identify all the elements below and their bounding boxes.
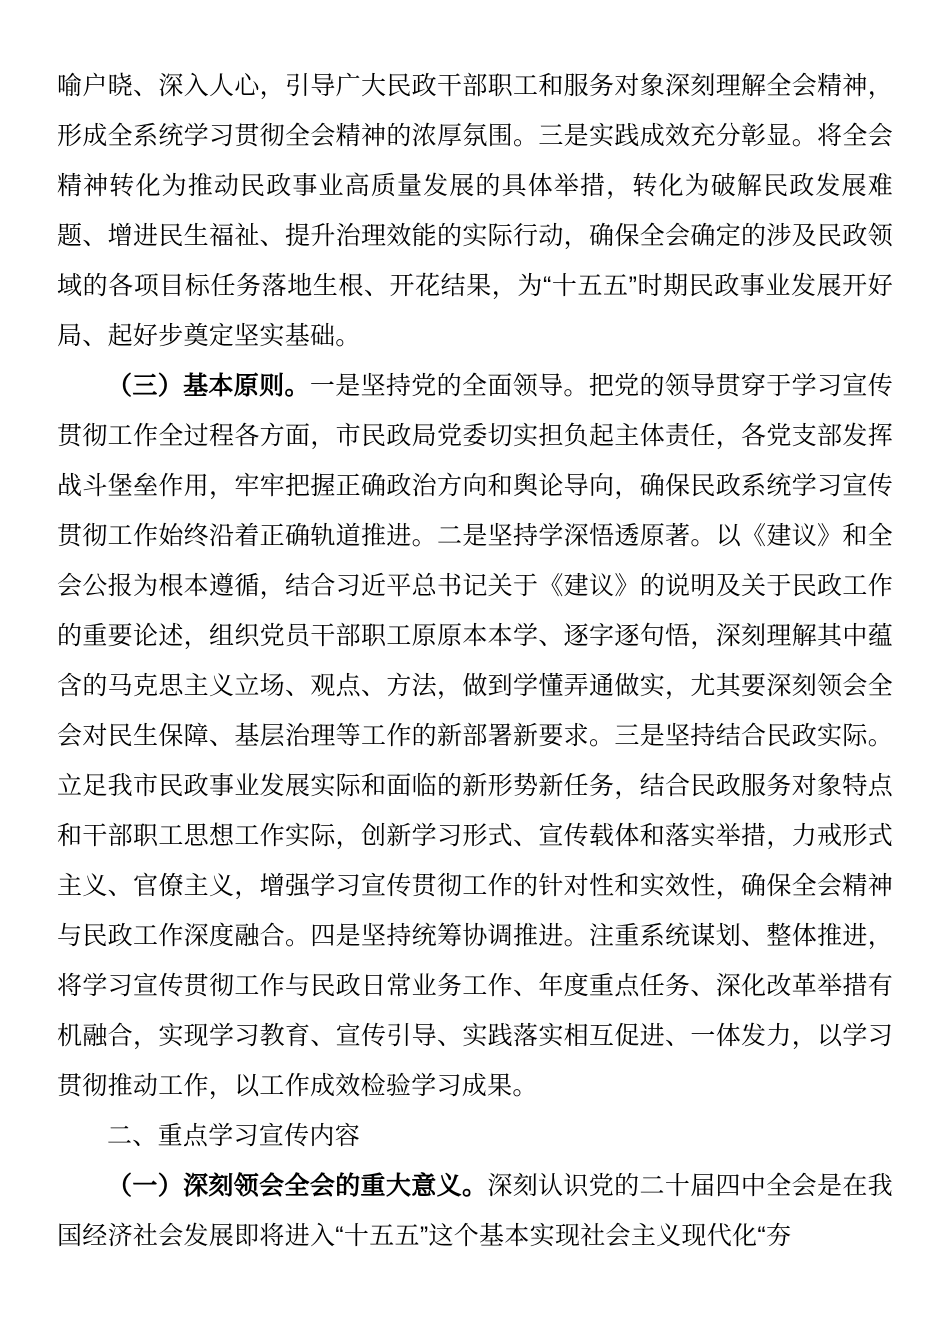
text-run: 喻户晓、深入人心，引导广大民政干部职工和服务对象深刻理解全会精神，形成全系统学习贯彻全会精神的浓厚氛围。三是实践成效充分彰显。将全会精神转化为推动民政事业高质量发展的具体举措，转化为破解民政发展难题、增进民生福祉、提升治理效能的实际行动，确保全会确定的涉及民政领域的各项目标任务落地生根、开花结果，为“十五五”时期民政事业发展开好局、起好步奠定坚实基础。 — [57, 72, 893, 350]
document-body — [57, 61, 893, 1261]
bold-text-run: （一）深刻领会全会的重大意义。 — [107, 1172, 488, 1200]
text-run: 二、重点学习宣传内容 — [107, 1122, 361, 1150]
basic-principles-paragraph — [57, 361, 893, 1111]
text-run: 一是坚持党的全面领导。把党的领导贯穿于学习宣传贯彻工作全过程各方面，市民政局党委切实担负起主体责任，各党支部发挥战斗堡垒作用，牢牢把握正确政治方向和舆论导向，确保民政系统学习宣传贯彻工作始终沿着正确轨道推进。二是坚持学深悟透原著。以《建议》和全会公报为根本遵循，结合习近平总书记关于《建议》的说明及关于民政工作的重要论述，组织党员干部职工原原本本学、逐字逐句悟，深刻理解其中蕴含的马克思主义立场、观点、方法，做到学懂弄通做实，尤其要深刻领会全会对民生保障、基层治理等工作的新部署新要求。三是坚持结合民政实际。立足我市民政事业发展实际和面临的新形势新任务，结合民政服务对象特点和干部职工思想工作实际，创新学习形式、宣传载体和落实举措，力戒形式主义、官僚主义，增强学习宣传贯彻工作的针对性和实效性，确保全会精神与民政工作深度融合。四是坚持统筹协调推进。注重系统谋划、整体推进，将学习宣传贯彻工作与民政日常业务工作、年度重点任务、深化改革举措有机融合，实现学习教育、宣传引导、实践落实相互促进、一体发力，以学习贯彻推动工作，以工作成效检验学习成果。 — [57, 372, 893, 1100]
bold-text-run: （三）基本原则。 — [107, 372, 310, 400]
text-run: 深刻认识党的二十届四中全会是在我国经济社会发展即将进入“十五五”这个基本实现社会主义现代化“夯 — [57, 1172, 893, 1250]
section-heading-2 — [57, 1111, 893, 1161]
continuation-paragraph — [57, 61, 893, 361]
significance-paragraph — [57, 1161, 893, 1261]
